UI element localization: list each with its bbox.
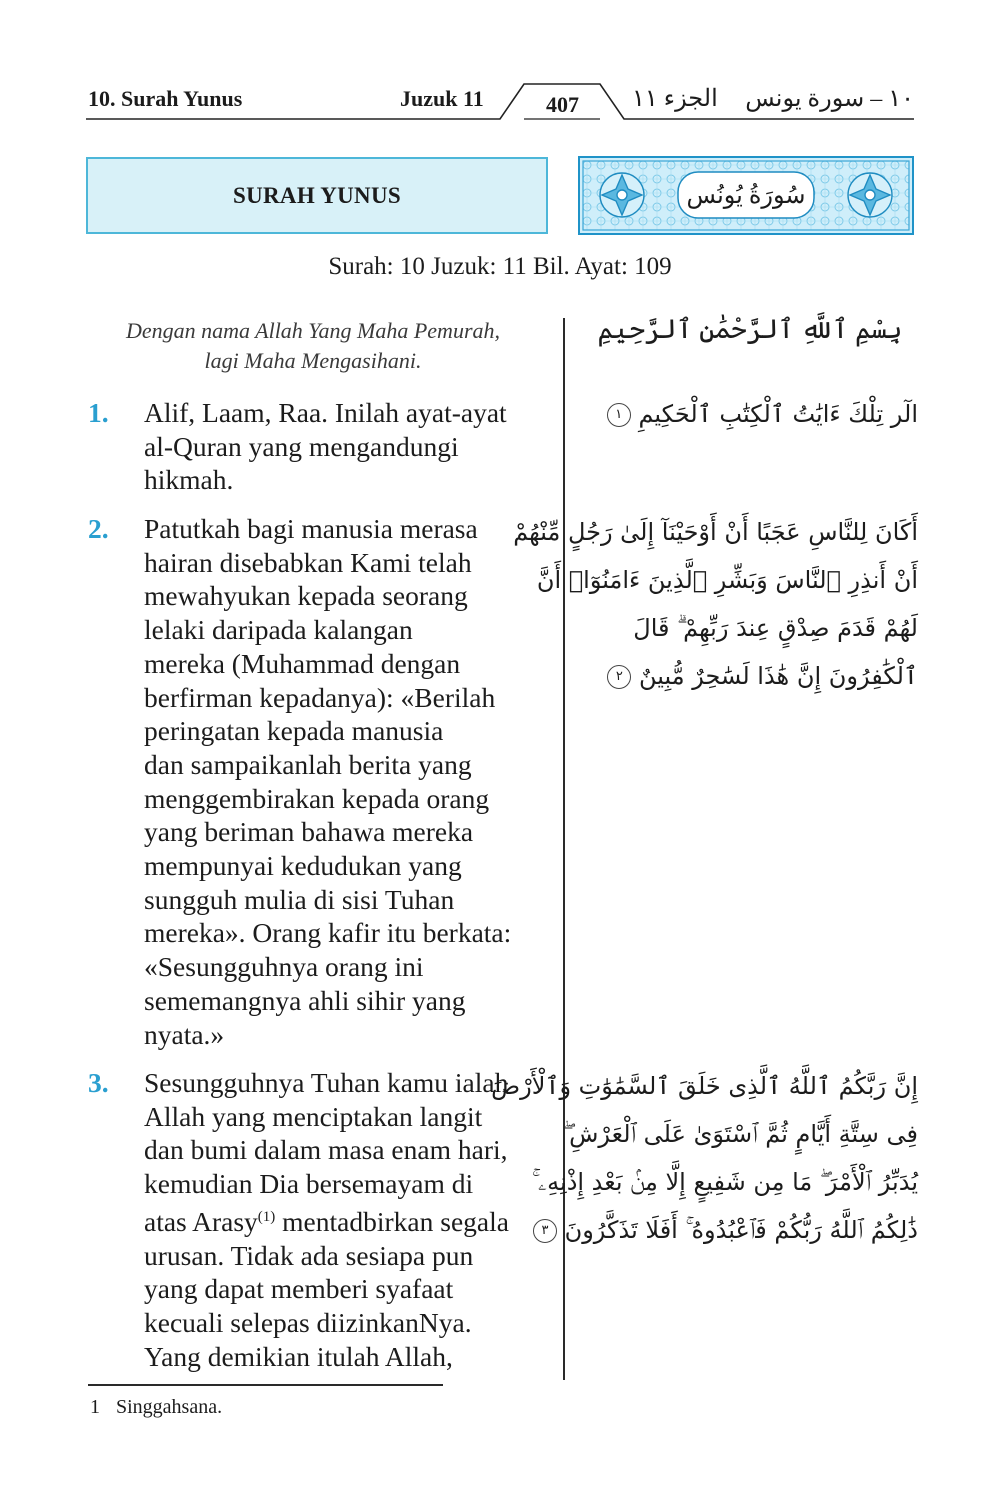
verse-text: Patutkah bagi manusia merasa hairan disebabkan Kami telah mewahyukan kepada seorang lelaki daripada kalangan mereka (Muhammad dengan berfirman kepadanya): «Berilah peringatan kepada manusia dan sampaikanlah berita yang menggembirakan kepada orang yang beriman bahawa mereka mempunyai kedudukan yang sungguh mulia di sisi Tuhan mereka». Orang kafir itu berkata: «Sesungguhnya orang ini sememangnya ahli sihir yang nyata.»	[144, 513, 512, 1050]
footnote-text: Singgahsana.	[116, 1396, 223, 1418]
verse-number: 2.	[88, 513, 109, 544]
surah-title-box	[86, 157, 548, 234]
verse-3	[88, 1066, 558, 1373]
arabic-line: ذَٰلِكُمُ ٱللَّهُ رَبُّكُمْ فَٱعْبُدُوهُ ۚ أَفَلَا تَذَكَّرُونَ ٣	[590, 1206, 918, 1254]
surah-ornament-box	[578, 156, 914, 235]
left-rosette	[600, 173, 644, 217]
verse-2-arabic	[513, 508, 918, 700]
verse-3-arabic	[491, 1062, 918, 1254]
arabic-line: ٱلْكَٰفِرُونَ إِنَّ هَٰذَا لَسَٰحِرٌ مُّبِينٌ ٢	[590, 652, 918, 700]
verse-number: 1.	[88, 397, 109, 428]
arabic-line: لَهُمْ قَدَمَ صِدْقٍ عِندَ رَبِّهِمْ ۗ قَالَ	[633, 614, 918, 642]
bismillah-line-1: Dengan nama Allah Yang Maha Pemurah,	[126, 318, 500, 343]
surah-meta: Surah: 10 Juzuk: 11 Bil. Ayat: 109	[328, 253, 672, 280]
header-surah-arabic: ١٠ – سورة يونس	[745, 86, 914, 112]
ayah-marker-icon: ١	[607, 403, 631, 427]
verse-1	[88, 396, 558, 497]
arabic-line: يُدَبِّرُ ٱلْأَمْرَ ۖ مَا مِن شَفِيعٍ إِلَّا مِنۢ بَعْدِ إِذْنِهِۦ ۚ	[532, 1168, 918, 1196]
bismillah-translation	[90, 316, 536, 376]
header-juz-arabic: الجزء ١١	[632, 86, 718, 112]
right-rosette	[848, 173, 892, 217]
footnote-rule	[88, 1384, 443, 1386]
bismillah-line-2: lagi Maha Mengasihani.	[204, 348, 422, 373]
ayah-marker-icon: ٢	[607, 665, 631, 689]
page-number: 407	[546, 92, 579, 117]
arabic-line: فِى سِتَّةِ أَيَّامٍ ثُمَّ ٱسْتَوَىٰ عَلَى ٱلْعَرْشِ ۖ	[563, 1120, 918, 1148]
arabic-line: إِنَّ رَبَّكُمُ ٱللَّهُ ٱلَّذِى خَلَقَ ٱلسَّمَٰوَٰتِ وَٱلْأَرْضَ	[491, 1072, 918, 1100]
arabic-line: أَكَانَ لِلنَّاسِ عَجَبًا أَنْ أَوْحَيْنَآ إِلَىٰ رَجُلٍ مِّنْهُمْ	[513, 518, 918, 546]
verse-number: 3.	[88, 1067, 109, 1098]
surah-title-arabic: سُورَةُ يُونُس	[686, 182, 806, 209]
header-surah-latin: 10. Surah Yunus	[88, 86, 243, 111]
surah-title: SURAH YUNUS	[233, 182, 401, 208]
footnote-number: 1	[90, 1396, 100, 1418]
arabic-line: أَنْ أَنذِرِ ٱلنَّاسَ وَبَشِّرِ ٱلَّذِينَ ءَامَنُوٓا۟ أَنَّ	[536, 566, 918, 594]
verse-text: Alif, Laam, Raa. Inilah ayat-ayat al-Quran yang mengandungi hikmah.	[144, 397, 507, 496]
verse-text: Sesungguhnya Tuhan kamu ialah Allah yang menciptakan langit dan bumi dalam masa enam hari, kemudian Dia bersemayam di atas Arasy$^{(1)}$ mentadbirkan segala urusan. Tidak ada sesiapa pun yang dapat memberi syafaat kecuali selepas diizinkanNya. Yang demikian itulah Allah,	[144, 1067, 509, 1372]
verse-2	[88, 512, 558, 1051]
bismillah-arabic: بِسْمِ ٱللَّهِ ٱلرَّحْمَٰنِ ٱلرَّحِيمِ	[597, 314, 903, 344]
verse-1-arabic	[590, 390, 918, 438]
footnote	[90, 1396, 222, 1419]
header-juzuk: Juzuk 11	[400, 86, 484, 111]
arabic-line: الٓر تِلْكَ ءَايَٰتُ ٱلْكِتَٰبِ ٱلْحَكِيمِ ١	[590, 390, 918, 438]
ayah-marker-icon: ٣	[533, 1219, 557, 1243]
footnote-ref[interactable]: (1)	[257, 1208, 276, 1225]
